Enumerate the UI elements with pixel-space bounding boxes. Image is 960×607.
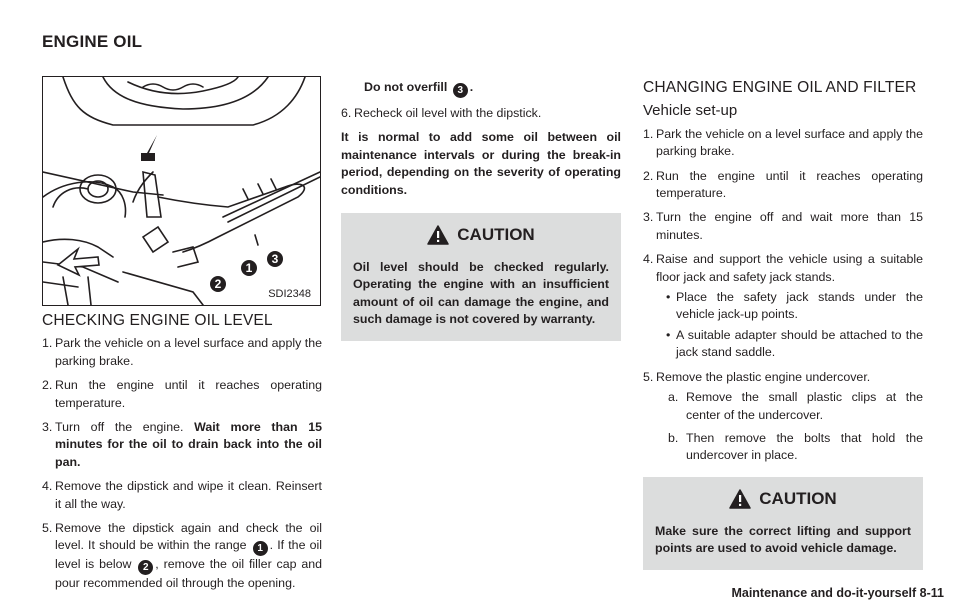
vehicle-setup-subheading: Vehicle set-up [643,102,738,120]
changing-section [643,79,923,570]
warning-triangle-icon [427,225,449,245]
checking-step: 2. Run the engine until it reaches operating temperature. [42,378,322,410]
figure-marker-3: 3 [271,252,279,266]
checking-step: 6. Recheck oil level with the dipstick. [341,106,542,120]
maintenance-note: It is normal to add some oil between oil maintenance intervals or during the break-in period, depending on the severity of operating conditions. [341,130,621,197]
caution-box-lifting [643,477,923,570]
bullet-item: • A suitable adapter should be attached to the jack stand saddle. [666,327,923,360]
checking-steps-continued [341,79,621,122]
dipstick-diagram [43,77,320,305]
bullet-item: • Place the safety jack stands under the vehicle jack-up points. [666,290,923,322]
checking-heading: CHECKING ENGINE OIL LEVEL [42,312,273,329]
range-marker-2: 2 [138,560,153,575]
changing-step: 1. Park the vehicle on a level surface and apply the parking brake. [643,126,923,159]
changing-step: 2. Run the engine until it reaches operating temperature. [643,168,923,201]
engine-oil-illustration [42,76,321,306]
checking-step: 1. Park the vehicle on a level surface and apply the parking brake. [42,336,322,368]
checking-step-continued: Do not overfill 3 . [364,80,474,96]
checking-step: 3. Turn off the engine. Wait more than 15 minutes for the oil to drain back into the oil pan. [42,420,322,469]
figure-marker-2: 2 [214,277,222,291]
changing-heading: CHANGING ENGINE OIL AND FILTER [643,79,917,96]
section-title: ENGINE OIL [42,32,143,51]
jack-stand-bullets [656,289,923,362]
changing-steps [643,126,923,465]
checking-step: 4. Remove the dipstick and wipe it clean. Reinsert it all the way. [42,479,322,511]
caution-text: Oil level should be checked regularly. Operating the engine with an insufficient amount of oil can damage the engine, and such damage is not covered by warranty. [353,260,609,327]
warning-triangle-icon [729,489,751,509]
substep-item: b. Then remove the bolts that hold the undercover in place. [668,430,923,463]
undercover-substeps [656,389,923,465]
page-footer: Maintenance and do-it-yourself 8-11 [731,586,944,600]
changing-step: 3. Turn the engine off and wait more than 15 minutes. [643,210,923,242]
caution-title: CAUTION [759,489,837,509]
range-marker-1: 1 [253,541,268,556]
caution-title: CAUTION [457,225,535,245]
caution-box-oil-level [341,213,621,341]
overfill-marker-3: 3 [453,83,468,98]
checking-step: 5. Remove the dipstick again and check the oil level. It should be within the range 1 . If the oil level is below 2 , remove the oil filler cap and pour recommended oil through the opening. [42,521,322,591]
checking-continued [341,79,621,341]
figure-code: SDI2348 [268,288,311,300]
substep-item: a. Remove the small plastic clips at the center of the undercover. [668,390,923,422]
checking-section [42,312,322,600]
changing-step: 4. Raise and support the vehicle using a suitable floor jack and safety jack stands. • Place the safety jack stands under the vehicle jack-up points. • A suitable adapter should be attached to the jack stand saddle. [643,251,923,361]
checking-steps [42,335,322,592]
changing-step: 5. Remove the plastic engine undercover. a. Remove the small plastic clips at the center of the undercover. b. Then remove the bolts that hold the undercover in place. [643,369,923,465]
figure-marker-1: 1 [245,261,253,275]
caution-text: Make sure the correct lifting and support points are used to avoid vehicle damage. [655,523,911,556]
